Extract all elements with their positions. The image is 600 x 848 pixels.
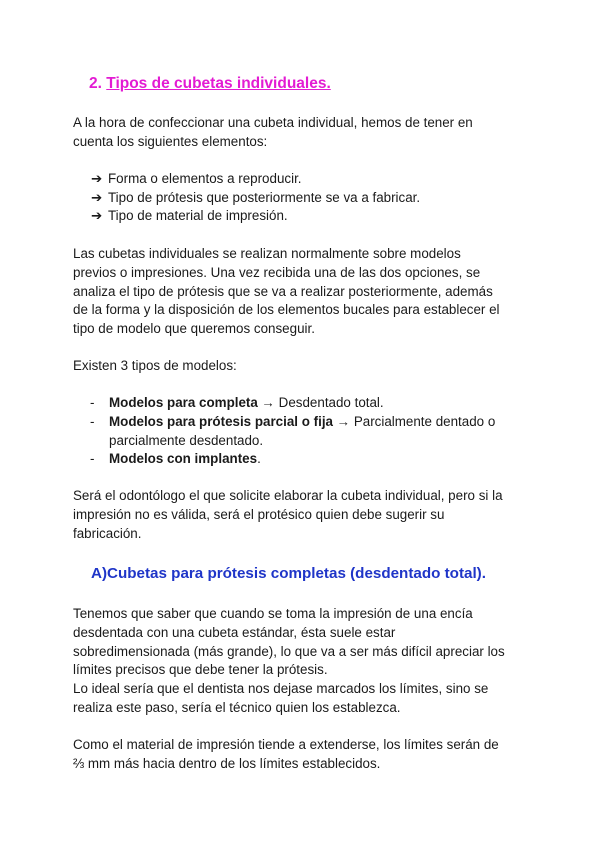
paragraph-line: de la forma y la disposición de los elementos bucales para establecer el	[73, 302, 500, 318]
paragraph-line: A la hora de confeccionar una cubeta individual, hemos de tener en	[73, 115, 473, 130]
subsection-heading-a	[91, 565, 486, 582]
complete-prosthesis-paragraph	[73, 605, 505, 718]
paragraph-line: desdentada con una cubeta estándar, ésta suele estar	[73, 624, 396, 640]
paragraph-line: Lo ideal sería que el dentista nos dejase marcados los límites, sino se	[73, 681, 489, 697]
paragraph-line: Como el material de impresión tiende a extenderse, los límites serán de	[73, 737, 499, 752]
paragraph-line: impresión no es válida, será el protésico quien debe sugerir su	[73, 506, 445, 522]
arrow-bullet-icon: ➔	[91, 208, 103, 223]
paragraph-line: tipo de modelo que queremos conseguir.	[73, 321, 315, 337]
list-item-text: → Desdentado total.	[257, 395, 384, 410]
list-item-text: → Parcialmente dentado o	[333, 414, 496, 429]
paragraph-line: fabricación.	[73, 525, 142, 541]
paragraph-line: previos o impresiones. Una vez recibida una de las dos opciones, se	[73, 264, 481, 280]
odontologist-paragraph	[73, 487, 503, 543]
intro-paragraph	[73, 114, 473, 152]
list-item-text: Tipo de prótesis que posteriormente se va a fabricar.	[108, 190, 421, 205]
list-item	[91, 207, 288, 226]
arrow-bullet-icon: ➔	[91, 190, 103, 205]
list-item-continuation: parcialmente desdentado.	[109, 432, 264, 448]
subsection-heading-text: A)Cubetas para prótesis completas (desdentado total).	[91, 565, 486, 582]
models-intro	[73, 357, 237, 376]
paragraph-line: Será el odontólogo el que solicite elaborar la cubeta individual, pero si la	[73, 488, 503, 503]
list-item-bold: Modelos para completa	[109, 395, 258, 410]
arrow-bullet-icon: ➔	[91, 171, 103, 186]
list-item-text: Forma o elementos a reproducir.	[108, 171, 302, 186]
paragraph-line: Tenemos que saber que cuando se toma la impresión de una encía	[73, 606, 473, 621]
dash-bullet: -	[90, 414, 95, 429]
list-item-bold: Modelos para prótesis parcial o fija	[109, 414, 333, 429]
list-item	[91, 170, 302, 189]
list-item-text: Tipo de material de impresión.	[108, 208, 288, 223]
list-item	[91, 189, 420, 208]
list-item-bold: Modelos con implantes	[109, 451, 258, 466]
list-item-text: .	[257, 451, 261, 466]
description-paragraph	[73, 245, 500, 339]
paragraph-line: sobredimensionada (más grande), lo que va a ser más difícil apreciar los	[73, 643, 505, 659]
heading-number: 2.	[89, 75, 102, 92]
paragraph-line: límites precisos que debe tener la prótesis.	[73, 662, 328, 678]
dash-bullet: -	[90, 451, 95, 466]
paragraph-line: analiza el tipo de prótesis que se va a realizar posteriormente, además	[73, 283, 493, 299]
section-heading-2	[89, 75, 331, 93]
paragraph-line: cuenta los siguientes elementos:	[73, 133, 268, 149]
paragraph-line: Las cubetas individuales se realizan normalmente sobre modelos	[73, 246, 461, 261]
paragraph-line: realiza este paso, sería el técnico quien los establezca.	[73, 699, 401, 715]
limits-paragraph	[73, 736, 499, 774]
paragraph-line: Existen 3 tipos de modelos:	[73, 358, 237, 373]
dash-bullet: -	[90, 395, 95, 410]
heading-title: Tipos de cubetas individuales.	[106, 75, 331, 92]
paragraph-line: ⅔ mm más hacia dentro de los límites establecidos.	[73, 755, 381, 771]
